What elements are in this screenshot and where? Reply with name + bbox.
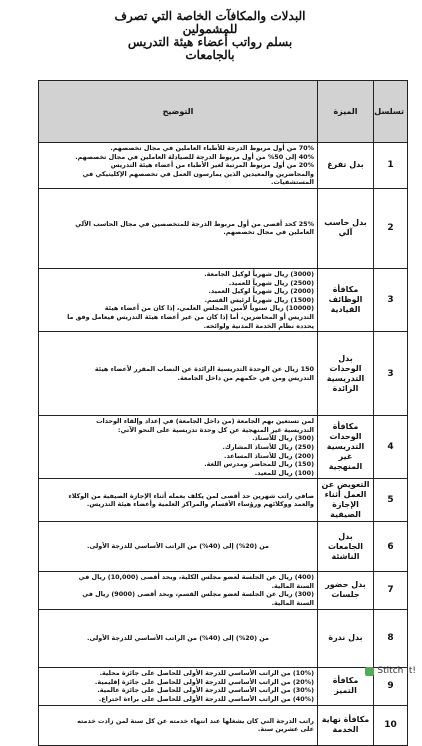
- description-line: (200) ريال للأستاذ المساعد.: [224, 451, 314, 460]
- description-line: من (20%) إلى (40%) من الراتب الأساسي للدرجة الأولى.: [87, 633, 269, 642]
- row-description: [39, 332, 318, 416]
- description-line: 150 ريال عن الوحدة التدريسية الزائدة عن النصاب المقرر لأعضاء هيئة: [94, 365, 314, 374]
- watermark-label: Stitch It!: [377, 666, 416, 676]
- table-row: [39, 667, 408, 705]
- description-line: السنة المالية.: [271, 599, 314, 608]
- description-line: السنة المالية.: [271, 581, 314, 590]
- row-description: [39, 705, 318, 745]
- table-row: [39, 268, 408, 331]
- row-description: [39, 416, 318, 479]
- description-line: من (20%) إلى (40%) من الراتب الأساسي للدرجة الأولى.: [87, 542, 269, 551]
- row-feature: بدل تفرغ: [318, 143, 374, 189]
- description-line: (100) ريال للمعيد.: [254, 468, 314, 477]
- allowances-table: [38, 80, 408, 746]
- row-serial: 8: [374, 609, 408, 667]
- description-line: (2000) ريال شهرياً لوكيل العميد.: [208, 287, 314, 296]
- row-serial: 3: [374, 268, 408, 331]
- description-line: التدريس أو المحاضرين، أما إذا كان من غير أعضاء هيئة التدريس فيعامل وفق ما: [67, 312, 314, 321]
- description-line: (1500) ريال شهرياً لرئيس القسم.: [204, 295, 314, 304]
- header-feature: الميزة: [318, 81, 374, 143]
- description-line: (2500) ريال شهرياً للعميد.: [228, 278, 314, 287]
- description-line: (10%) من الراتب الأساسي للدرجة الأولى للحاصل على جائزة محلية.: [99, 668, 314, 677]
- description-line: 40% إلى 50% من أول مربوط الدرجة للصيادلة العاملين في مجال تخصصهم.: [75, 152, 314, 161]
- description-line: التدريسية غير المنهجية عن كل وحدة تدريسية على النحو الآتي:: [117, 425, 314, 434]
- table-row: [39, 479, 408, 522]
- description-line: 70% من أول مربوط الدرجة للأطباء العاملين في مجال تخصصهم.: [110, 144, 314, 152]
- description-line: (40%) من الراتب الأساسي للدرجة الأولى للحاصل على براءة اختراع.: [98, 694, 314, 703]
- row-feature: مكافأة الوحدات التدريسية غير المنهجية: [318, 416, 374, 479]
- row-feature: التعويض عن العمل أثناء الإجازة الصيفية: [318, 479, 374, 522]
- table-header-row: [39, 81, 408, 143]
- table-row: [39, 332, 408, 416]
- row-feature: بدل الوحدات التدريسية الزائدة: [318, 332, 374, 416]
- row-feature: بدل الجامعات الناشئة: [318, 522, 374, 572]
- description-line: (30%) من الراتب الأساسي للدرجة الأولى للحاصل على جائزة عالمية.: [97, 686, 314, 695]
- row-feature: بدل ندرة: [318, 609, 374, 667]
- row-description: [39, 572, 318, 609]
- row-feature: بدل حضور جلسات: [318, 572, 374, 609]
- document-title: [60, 10, 360, 62]
- description-line: (400) ريال عن الجلسة لعضو مجلس الكلية، وبحد أقصى (10,000) ريال في: [78, 573, 314, 582]
- row-serial: 4: [374, 416, 408, 479]
- row-description: [39, 667, 318, 705]
- description-line: راتب الدرجة التي كان يشغلها عند انتهاء خدمته عن كل سنة لمن زادت خدمته: [77, 716, 314, 725]
- row-serial: 2: [374, 188, 408, 268]
- description-line: (10000) ريال سنوياً لأمين المجلس العلمي، إذا كان من أعضاء هيئة: [104, 304, 314, 313]
- description-line: لمن تستعين بهم الجامعة (من داخل الجامعة) في إعداد وإلقاء الوحدات: [96, 417, 314, 426]
- description-line: (250) ريال للأستاذ المشارك.: [222, 442, 314, 451]
- description-line: (300) ريال للأستاذ.: [252, 434, 314, 443]
- title-line-4: بالجامعات: [185, 48, 235, 62]
- table-row: [39, 522, 408, 572]
- table-row: [39, 188, 408, 268]
- row-description: [39, 479, 318, 522]
- row-description: [39, 188, 318, 268]
- title-line-2: للمشمولين: [182, 22, 238, 36]
- title-line-1: البدلات والمكافآت الخاصة التي تصرف: [114, 9, 306, 23]
- description-line: يحدده نظام الخدمة المدنية ولوائحه.: [203, 321, 314, 330]
- table-body: [39, 143, 408, 746]
- row-description: [39, 522, 318, 572]
- description-line: (3000) ريال شهرياً لوكيل الجامعة.: [204, 269, 314, 278]
- row-feature: بدل حاسب آلي: [318, 188, 374, 268]
- row-serial: 5: [374, 479, 408, 522]
- row-serial: 1: [374, 143, 408, 189]
- row-feature: مكافأة نهاية الخدمة: [318, 705, 374, 745]
- description-line: التدريس ومن في حكمهم من داخل الجامعة.: [177, 373, 314, 382]
- table-row: [39, 143, 408, 189]
- description-line: (150) ريال للمحاضر ومدرس اللغة.: [204, 460, 314, 469]
- table-row: [39, 416, 408, 479]
- row-feature: مكافأة التميز: [318, 667, 374, 705]
- table-row: [39, 572, 408, 609]
- description-line: (20%) من الراتب الأساسي للدرجة الأولى للحاصل على جائزة إقليمية.: [94, 677, 314, 686]
- description-line: والمحاضرين والمعيدين الذين يمارسون العمل في تخصصهم الإكلينيكي في: [82, 169, 314, 178]
- row-serial: 7: [374, 572, 408, 609]
- description-line: 25% كحد أقصى من أول مربوط الدرجة للمتخصصين في مجال الحاسب الآلي: [75, 219, 314, 228]
- row-feature: مكافأة الوظائف القيادية: [318, 268, 374, 331]
- row-description: [39, 609, 318, 667]
- description-line: المستشفيات.: [271, 178, 314, 187]
- row-description: [39, 268, 318, 331]
- title-line-3: بسلم رواتب أعضاء هيئة التدريس: [127, 35, 293, 49]
- description-line: صافي راتب شهرين حد أقصى لمن يكلف بعمله أثناء الإجازة الصيفية من الوكلاء: [68, 491, 314, 500]
- row-serial: 3: [374, 332, 408, 416]
- description-line: العاملين في مجال تخصصهم.: [223, 228, 314, 237]
- row-serial: 9: [374, 667, 408, 705]
- description-line: 20% من أول مربوط المرتبة لغير الأطباء من أعضاء هيئة التدريس: [110, 161, 314, 170]
- table-row: [39, 609, 408, 667]
- row-serial: 6: [374, 522, 408, 572]
- description-line: (300) ريال عن الجلسة لعضو مجلس القسم، وبحد أقصى (9000) ريال في: [82, 590, 314, 599]
- row-description: [39, 143, 318, 189]
- description-line: على عشرين سنة.: [257, 725, 314, 734]
- header-serial: تسلسل: [374, 81, 408, 143]
- description-line: والعمد ووكلائهم ورؤساء الأقسام والمراكز العلمية وأعضاء هيئة التدريس.: [86, 500, 314, 509]
- header-description: التوضيح: [39, 81, 318, 143]
- row-serial: 10: [374, 705, 408, 745]
- table-row: [39, 705, 408, 745]
- watermark: [365, 666, 416, 676]
- stitch-icon: [365, 667, 374, 676]
